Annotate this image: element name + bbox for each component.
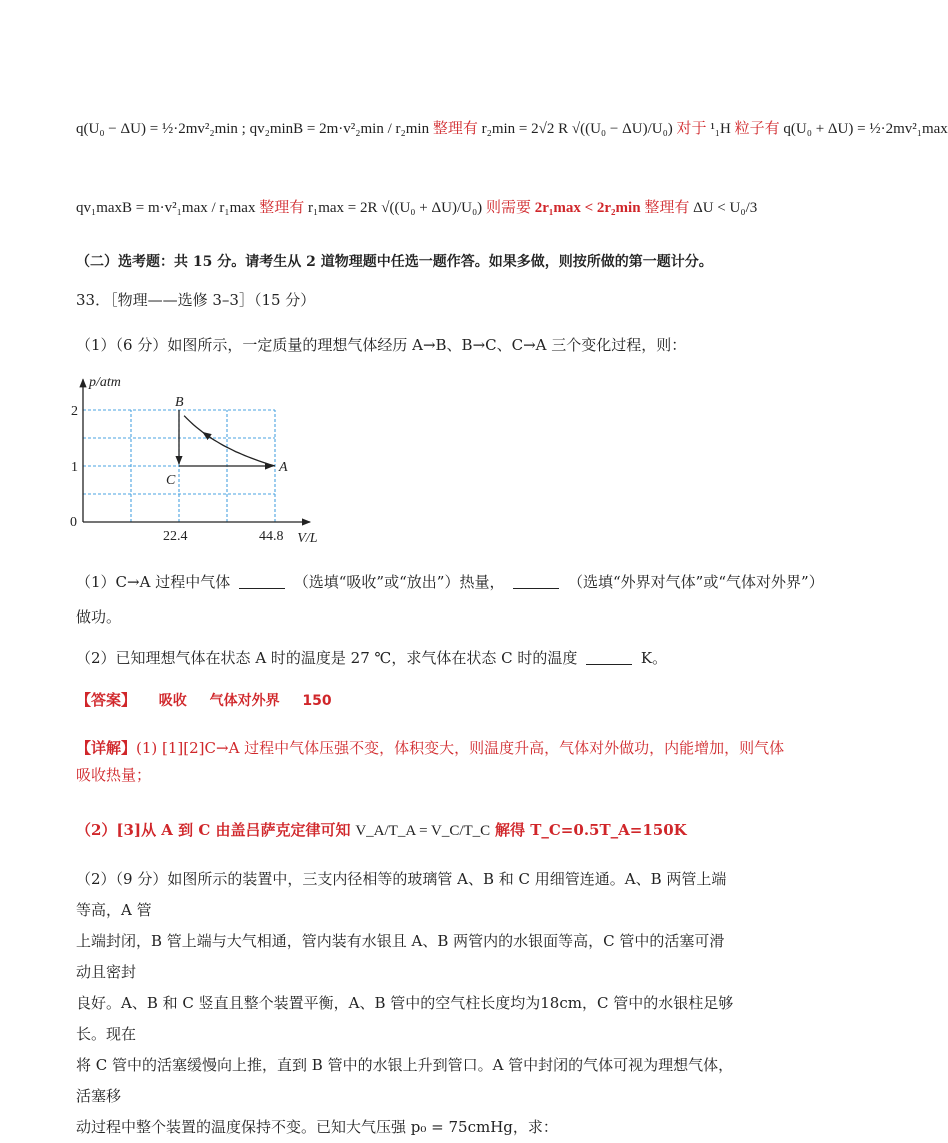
question-33-header: 33．［物理——选修 3–3］（15 分） — [76, 291, 316, 309]
answer-value-3: 150 — [302, 693, 332, 709]
detail-tag: 【详解】 — [76, 739, 137, 757]
radius-equation-2: r₂min = 2√2 R √((U₀ − ΔU)/U₀) — [481, 121, 673, 137]
q2-line: （2）（9 分）如图所示的装置中，三支内径相等的玻璃管 A、B 和 C 用细管连通。A、B 两管上端等高，A 管 — [76, 870, 727, 919]
detail-text-3: （2）[3]从 A 到 C 由盖吕萨克定律可知 — [76, 821, 351, 839]
detail-line-3 — [76, 818, 740, 843]
energy-equation-1: q(U₀ + ΔU) = ½·2mv²₁max — [783, 121, 948, 137]
section-two-heading: （二）选考题：共 15 分。请考生从 2 道物理题中任选一题作答。如果多做，则按所做的第一题计分。 — [76, 254, 713, 270]
chart-labels — [70, 375, 318, 546]
point-label-c: C — [166, 473, 176, 488]
answer-value-2: 气体对外界 — [209, 693, 280, 709]
text-duiyu: 对于 — [676, 121, 707, 137]
x-axis-label: V/L — [297, 531, 318, 546]
text-zhengli-3: 整理有 — [644, 200, 690, 216]
delta-u-result: ΔU < U₀/3 — [693, 200, 758, 216]
question-1-intro: （1）（6 分）如图所示，一定质量的理想气体经历 A→B、B→C、C→A 三个变化过程，则： — [76, 336, 687, 354]
sub1-mid-text: （选填“吸收”或“放出”）热量， — [293, 573, 505, 591]
gay-lussac-formula: V_A/T_A = V_C/T_C — [355, 823, 491, 839]
formula-line-2 — [76, 196, 758, 220]
q2-line: 将 C 管中的活塞缓慢向上推，直到 B 管中的水银上升到管口。A 管中封闭的气体可视为理想气体，活塞移 — [76, 1056, 734, 1105]
y-tick-1: 1 — [71, 460, 78, 475]
particle-symbol: ¹₁H — [710, 121, 731, 137]
x-tick-22-4: 22.4 — [163, 529, 188, 544]
radius-condition: 2r₁max < 2r₂min — [534, 200, 641, 216]
text-zhengli-2: 整理有 — [259, 200, 305, 216]
question-2-paragraph — [76, 864, 736, 1143]
y-tick-2: 2 — [71, 404, 78, 419]
sub2-unit: K。 — [640, 649, 668, 667]
detail-text-1: (1) [1][2]C→A 过程中气体压强不变，体积变大，则温度升高，气体对外做功，内能增加，则气体 — [136, 739, 785, 757]
x-tick-44-8: 44.8 — [259, 529, 284, 544]
origin-label: 0 — [70, 515, 77, 530]
force-equation-1: qv₁maxB = m·v²₁max / r₁max — [76, 200, 256, 216]
blank-3[interactable] — [586, 650, 632, 665]
sub1-text: （1）C→A 过程中气体 — [76, 573, 231, 591]
detail-result: 解得 T_C=0.5T_A=150K — [494, 821, 687, 839]
answer-tag: 【答案】 — [76, 691, 137, 709]
sub2-text: （2）已知理想气体在状态 A 时的温度是 27 ℃，求气体在状态 C 时的温度 — [76, 649, 578, 667]
y-axis-label: p/atm — [89, 375, 121, 390]
sub1-end-text: （选填“外界对气体”或“气体对外界”） — [568, 573, 824, 591]
point-label-a: A — [279, 460, 288, 475]
text-zhengli: 整理有 — [432, 121, 478, 137]
q2-line: 动过程中整个装置的温度保持不变。已知大气压强 p₀ = 75cmHg，求： — [76, 1118, 558, 1136]
blank-2[interactable] — [513, 574, 559, 589]
radius-equation-1: r₁max = 2R √((U₀ + ΔU)/U₀) — [307, 200, 483, 216]
q2-line: 良好。A、B 和 C 竖直且整个装置平衡，A、B 管中的空气柱长度均为18cm，C 管中的水银柱足够长。现在 — [76, 994, 734, 1043]
pv-chart — [58, 372, 318, 552]
detail-line-1 — [76, 736, 785, 760]
text-zexuyao: 则需要 — [485, 200, 531, 216]
q2-line: 上端封闭，B 管上端与大气相通，管内装有水银且 A、B 两管内的水银面等高，C 管中的活塞可滑动且密封 — [76, 932, 725, 981]
blank-1[interactable] — [239, 574, 285, 589]
force-equation-2: qv₂minB = 2m·v²₂min / r₂min — [249, 121, 430, 137]
question-1-sub2 — [76, 646, 740, 670]
answer-line — [76, 688, 740, 713]
formula-line-1 — [76, 117, 948, 141]
question-1-sub1 — [76, 570, 824, 594]
text-lizi: 粒子有 — [734, 121, 780, 137]
point-label-b: B — [175, 395, 184, 410]
answer-value-1: 吸收 — [158, 693, 187, 709]
process-a-to-b — [184, 416, 275, 466]
chart-axes — [83, 379, 310, 522]
energy-equation-2: q(U₀ − ΔU) = ½·2mv²₂min ; — [76, 121, 246, 137]
question-1-sub1-cont: 做功。 — [76, 608, 122, 626]
detail-line-2: 吸收热量； — [76, 766, 152, 784]
